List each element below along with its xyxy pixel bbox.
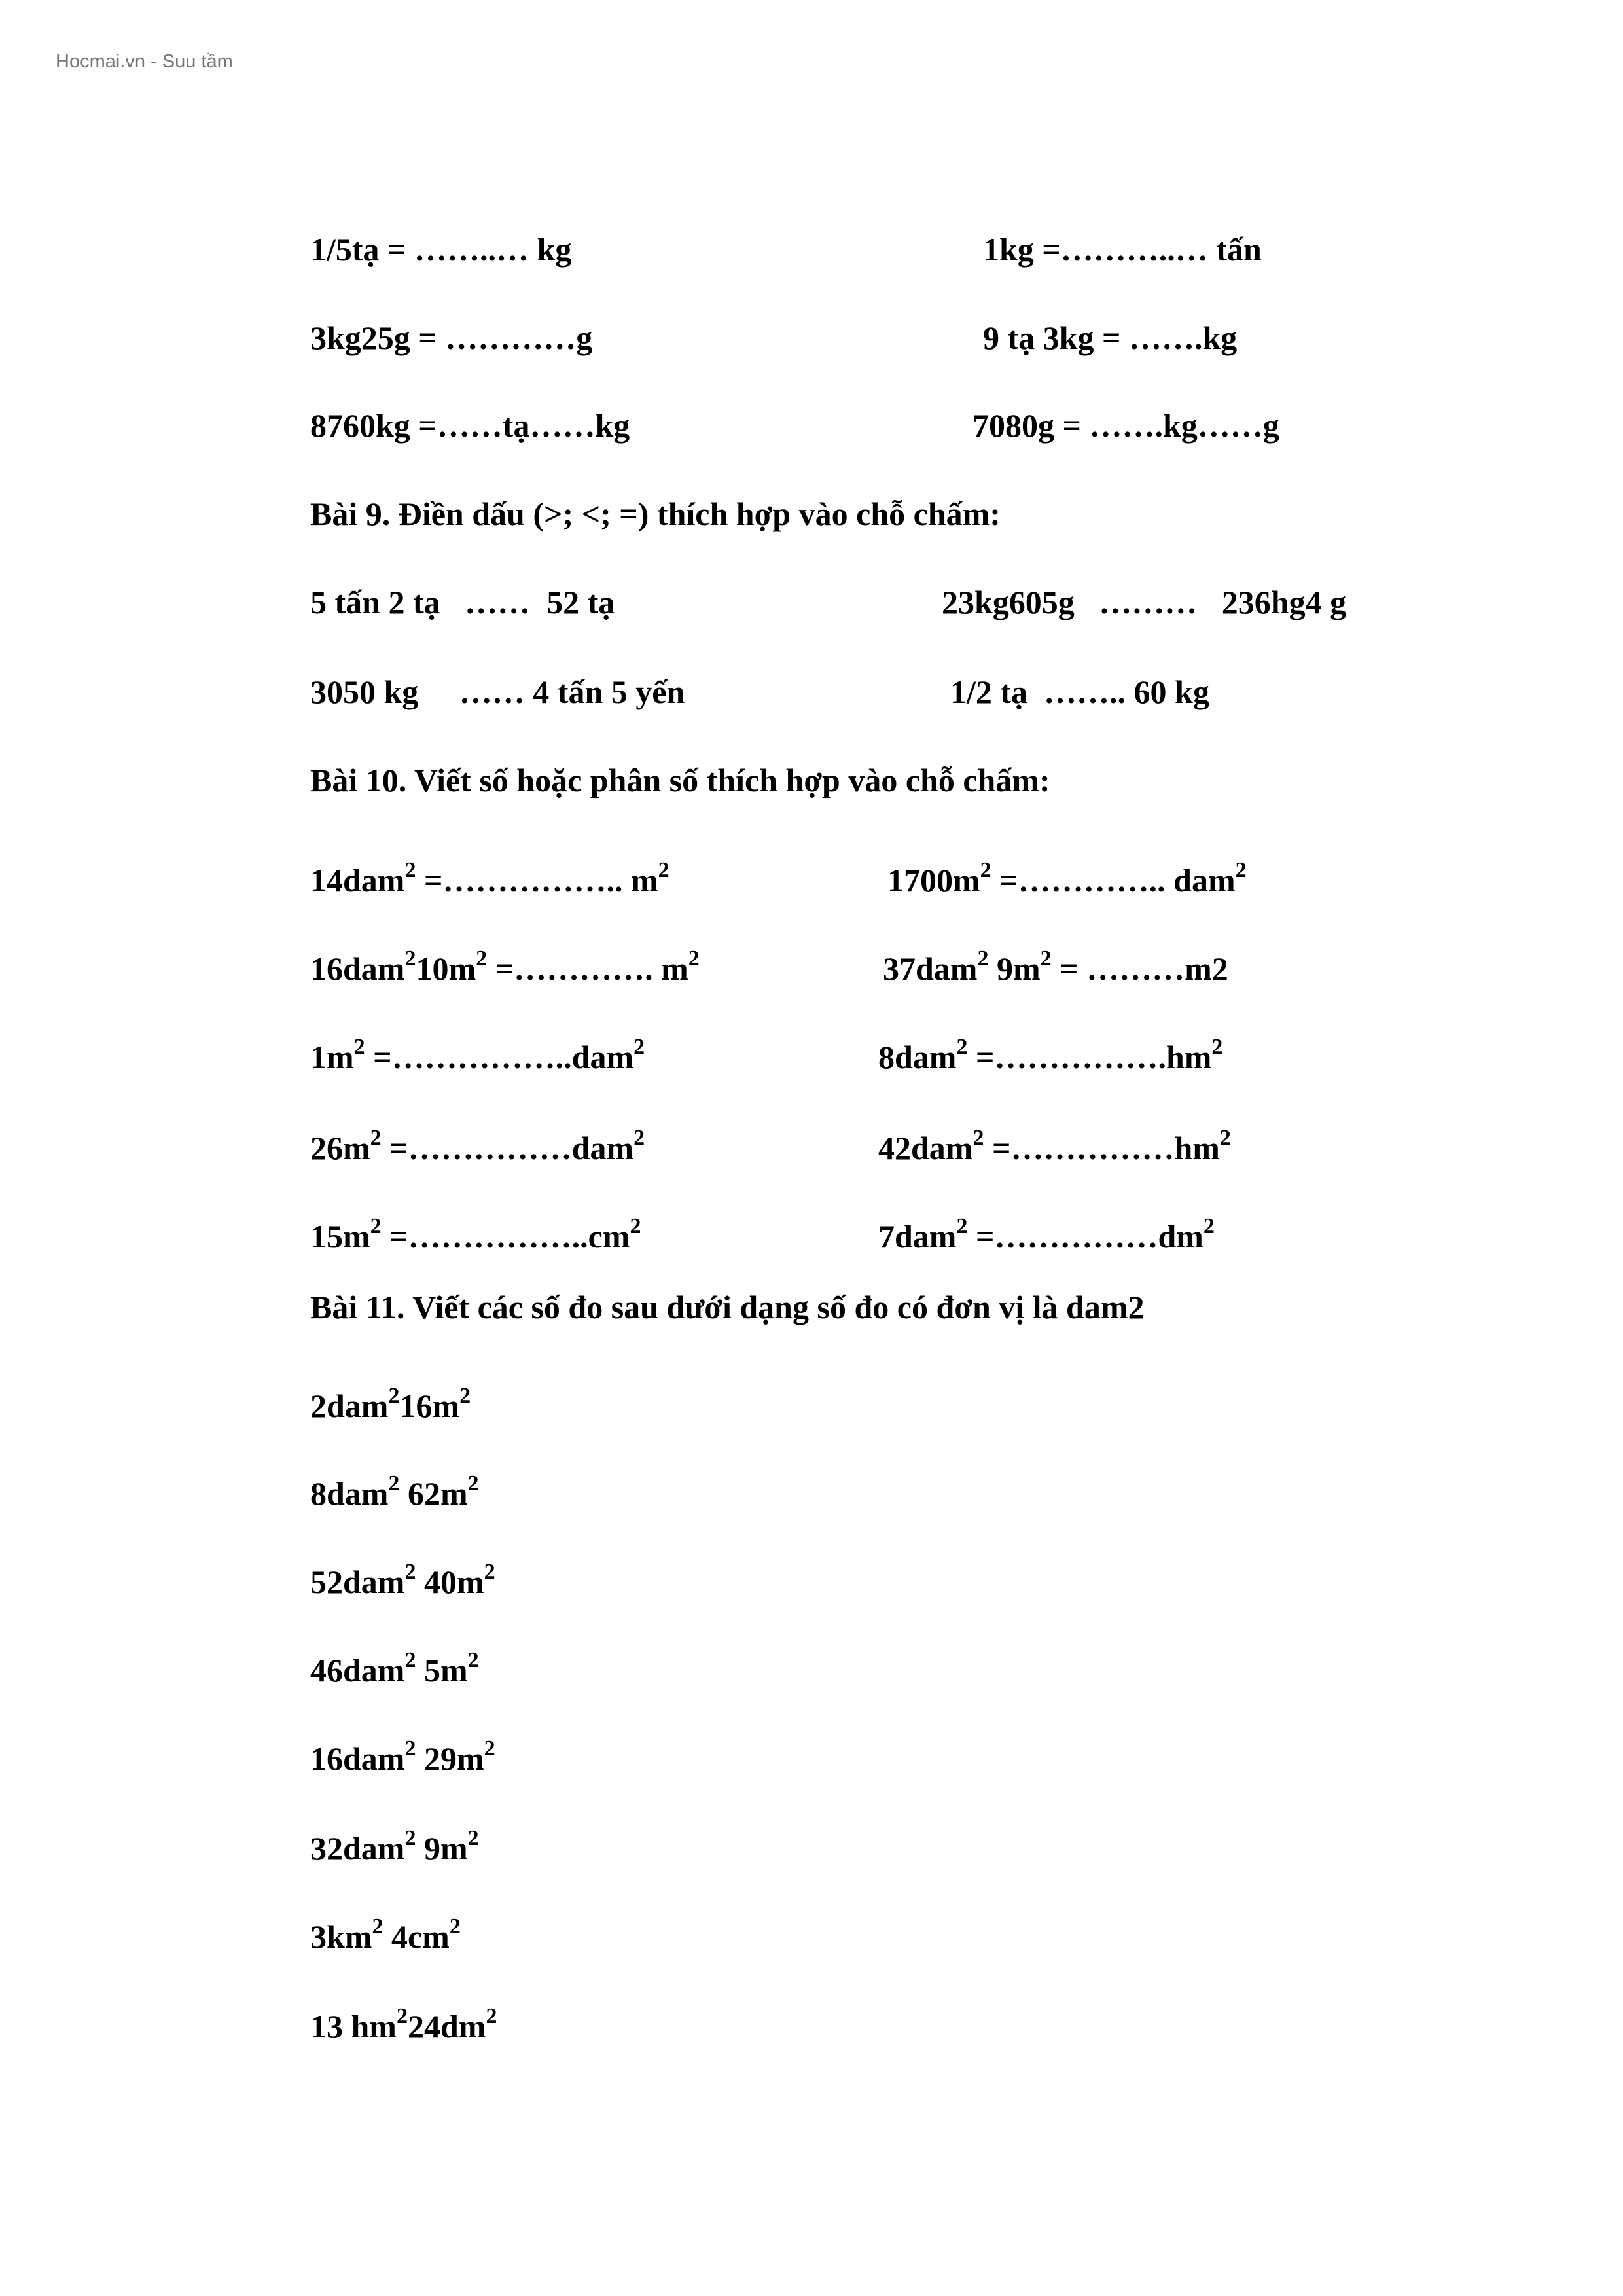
text-segment: 16dam bbox=[310, 950, 405, 987]
text-segment: 10m bbox=[416, 950, 476, 987]
exercise-item bbox=[310, 2004, 497, 2045]
superscript: 2 bbox=[977, 946, 989, 971]
exercise-item bbox=[310, 1471, 479, 1512]
text-segment: =…………. m bbox=[487, 950, 688, 987]
text-segment: 1kg =………..… tấn bbox=[983, 231, 1262, 268]
superscript: 2 bbox=[404, 1648, 416, 1672]
superscript: 2 bbox=[633, 1126, 645, 1150]
exercise-item bbox=[887, 858, 1247, 899]
exercise-item bbox=[310, 858, 669, 899]
text-segment: 26m bbox=[310, 1130, 370, 1166]
superscript: 2 bbox=[956, 1035, 968, 1059]
text-segment: 29m bbox=[416, 1740, 484, 1777]
text-segment: =……………dam bbox=[381, 1130, 634, 1166]
exercise-item bbox=[878, 1126, 1231, 1166]
exercise-item bbox=[310, 1214, 641, 1255]
superscript: 2 bbox=[633, 1035, 645, 1059]
text-segment: 5 tấn 2 tạ …… 52 tạ bbox=[310, 584, 615, 620]
text-segment: 9 tạ 3kg = …….kg bbox=[983, 319, 1238, 356]
superscript: 2 bbox=[404, 946, 416, 971]
text-segment: 7080g = …….kg……g bbox=[972, 407, 1279, 444]
exercise-item bbox=[310, 321, 592, 354]
exercise-item bbox=[310, 1384, 471, 1424]
exercise-item bbox=[310, 233, 571, 266]
exercise-item bbox=[310, 1914, 461, 1955]
superscript: 2 bbox=[467, 1826, 479, 1850]
superscript: 2 bbox=[467, 1471, 479, 1496]
text-segment: 7dam bbox=[878, 1218, 957, 1255]
superscript: 2 bbox=[449, 1914, 461, 1939]
text-segment: 8dam bbox=[878, 1039, 957, 1075]
exercise-item bbox=[983, 321, 1237, 354]
text-segment: =……………hm bbox=[984, 1130, 1220, 1166]
superscript: 2 bbox=[486, 2004, 497, 2028]
exercise-item bbox=[310, 1736, 495, 1777]
text-segment: 9m bbox=[416, 1830, 468, 1867]
exercise-item bbox=[310, 409, 630, 442]
text-segment: 3km bbox=[310, 1918, 372, 1955]
superscript: 2 bbox=[1235, 858, 1247, 882]
exercise-item bbox=[878, 1035, 1223, 1075]
source-header: Hocmai.vn - Suu tầm bbox=[56, 51, 233, 72]
superscript: 2 bbox=[396, 2004, 408, 2028]
exercise-item bbox=[310, 1648, 479, 1689]
superscript: 2 bbox=[467, 1648, 479, 1672]
superscript: 2 bbox=[372, 1914, 383, 1939]
exercise-heading bbox=[310, 497, 1001, 530]
exercise-item bbox=[878, 1214, 1215, 1255]
superscript: 2 bbox=[404, 1826, 416, 1850]
text-segment: 37dam bbox=[883, 950, 978, 987]
exercise-item bbox=[310, 1126, 645, 1166]
text-segment: 2dam bbox=[310, 1388, 389, 1424]
text-segment: 52dam bbox=[310, 1564, 405, 1600]
superscript: 2 bbox=[630, 1214, 641, 1238]
text-segment: 1/2 tạ …….. 60 kg bbox=[950, 673, 1209, 710]
superscript: 2 bbox=[459, 1384, 471, 1408]
superscript: 2 bbox=[658, 858, 669, 882]
superscript: 2 bbox=[388, 1384, 400, 1408]
text-segment: 32dam bbox=[310, 1830, 405, 1867]
text-segment: 4cm bbox=[383, 1918, 450, 1955]
exercise-item bbox=[310, 586, 615, 619]
text-segment: 13 hm bbox=[310, 2008, 397, 2045]
superscript: 2 bbox=[980, 858, 991, 882]
exercise-item bbox=[942, 586, 1346, 619]
superscript: 2 bbox=[476, 946, 488, 971]
superscript: 2 bbox=[370, 1214, 382, 1238]
exercise-item bbox=[883, 946, 1228, 987]
superscript: 2 bbox=[972, 1126, 984, 1150]
exercise-item bbox=[310, 1560, 495, 1600]
text-segment: 1/5tạ = ……..… kg bbox=[310, 231, 572, 268]
text-segment: 16m bbox=[399, 1388, 460, 1424]
text-segment: 62m bbox=[399, 1475, 468, 1512]
superscript: 2 bbox=[484, 1736, 495, 1761]
text-segment: 9m bbox=[988, 950, 1041, 987]
text-segment: 8760kg =……tạ……kg bbox=[310, 407, 630, 444]
superscript: 2 bbox=[404, 1736, 416, 1761]
text-segment: 24dm bbox=[407, 2008, 486, 2045]
exercise-item bbox=[950, 675, 1209, 708]
text-segment: 15m bbox=[310, 1218, 370, 1255]
text-segment: 3kg25g = …………g bbox=[310, 319, 593, 356]
superscript: 2 bbox=[484, 1560, 495, 1584]
text-segment: 1700m bbox=[887, 862, 980, 899]
text-segment: 8dam bbox=[310, 1475, 389, 1512]
exercise-heading bbox=[310, 764, 1050, 797]
text-segment: 14dam bbox=[310, 862, 405, 899]
superscript: 2 bbox=[956, 1214, 968, 1238]
text-segment: =……………..dam bbox=[365, 1039, 634, 1075]
text-segment: 40m bbox=[416, 1564, 484, 1600]
exercise-item bbox=[972, 409, 1279, 442]
text-segment: =…………….. m bbox=[416, 862, 658, 899]
text-segment: 1m bbox=[310, 1039, 354, 1075]
superscript: 2 bbox=[388, 1471, 400, 1496]
superscript: 2 bbox=[1219, 1126, 1231, 1150]
superscript: 2 bbox=[1040, 946, 1052, 971]
text-segment: Bài 11. Viết các số đo sau dưới dạng số đo có đơn vị là dam2 bbox=[310, 1289, 1145, 1325]
text-segment: =……………dm bbox=[967, 1218, 1204, 1255]
superscript: 2 bbox=[404, 858, 416, 882]
exercise-item bbox=[310, 1035, 645, 1075]
superscript: 2 bbox=[1211, 1035, 1223, 1059]
exercise-item bbox=[310, 675, 685, 708]
superscript: 2 bbox=[370, 1126, 382, 1150]
text-segment: =…………….hm bbox=[967, 1039, 1212, 1075]
exercise-item bbox=[310, 1826, 479, 1867]
text-segment: 46dam bbox=[310, 1652, 405, 1689]
superscript: 2 bbox=[688, 946, 700, 971]
text-segment: 42dam bbox=[878, 1130, 973, 1166]
superscript: 2 bbox=[404, 1560, 416, 1584]
text-segment: Bài 9. Điền dấu (>; <; =) thích hợp vào chỗ chấm: bbox=[310, 495, 1001, 532]
exercise-item bbox=[310, 946, 700, 987]
superscript: 2 bbox=[1203, 1214, 1215, 1238]
exercise-heading bbox=[310, 1291, 1145, 1323]
exercise-item bbox=[983, 233, 1262, 266]
text-segment: = ………m2 bbox=[1051, 950, 1228, 987]
text-segment: 5m bbox=[416, 1652, 468, 1689]
text-segment: 23kg605g ……… 236hg4 g bbox=[942, 584, 1347, 620]
text-segment: =……………..cm bbox=[381, 1218, 630, 1255]
text-segment: 3050 kg …… 4 tấn 5 yến bbox=[310, 673, 685, 710]
text-segment: 16dam bbox=[310, 1740, 405, 1777]
text-segment: =………….. dam bbox=[991, 862, 1236, 899]
superscript: 2 bbox=[353, 1035, 365, 1059]
text-segment: Bài 10. Viết số hoặc phân số thích hợp vào chỗ chấm: bbox=[310, 762, 1050, 798]
